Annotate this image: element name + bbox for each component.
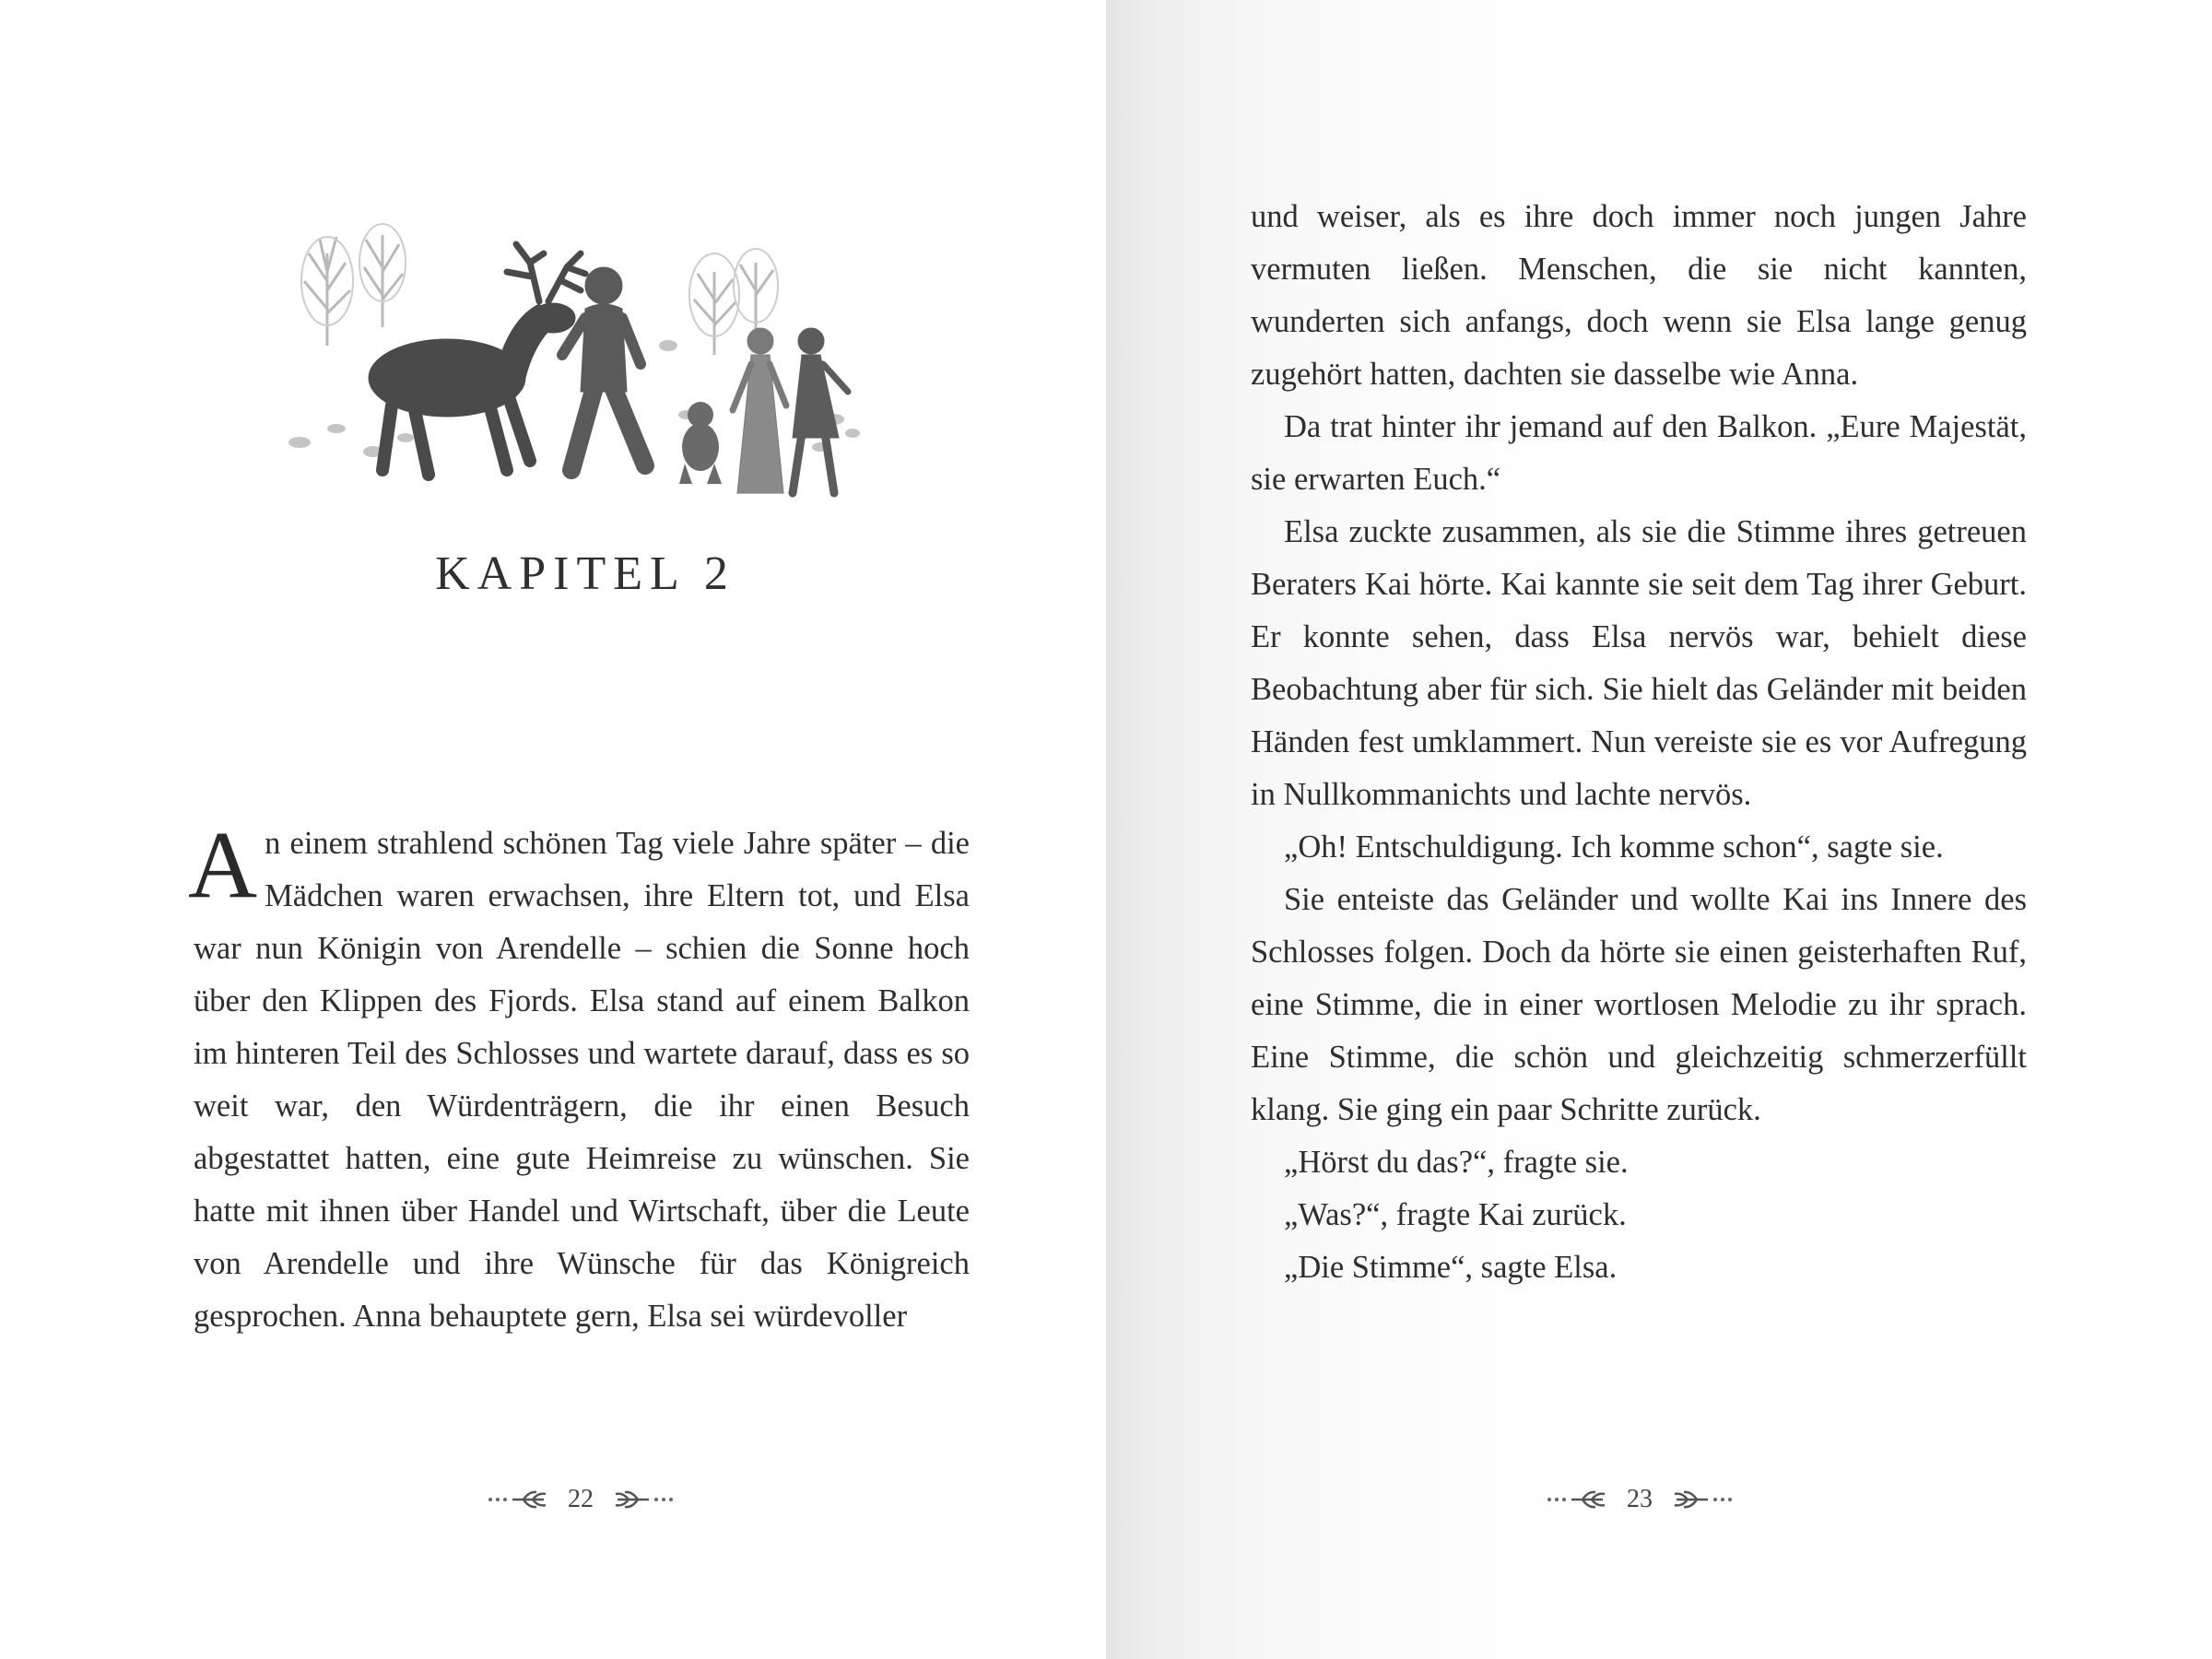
leaf-ornament-icon: [487, 1488, 551, 1511]
leaf-ornament-icon: [610, 1488, 675, 1511]
paragraph: und weiser, als es ihre doch immer noch jungen Jahre vermuten ließen. Menschen, die sie nicht kannten, wunderten sich anfangs, doch wenn sie Elsa lange genug zugehört hatten, dachten sie dasselbe wie Anna.: [1251, 199, 2027, 392]
paragraph: „Was?“, fragte Kai zurück.: [1284, 1197, 1627, 1232]
paragraph: „Oh! Entschuldigung. Ich komme schon“, sagte sie.: [1284, 830, 1944, 865]
page-number-right: [1520, 1481, 1759, 1518]
opening-paragraph: [188, 812, 970, 1343]
page-number: 23: [1627, 1485, 1653, 1513]
opening-paragraph-text: n einem strahlend schönen Tag viele Jahre später – die Mädchen waren erwachsen, ihre Eltern tot, und Elsa war nun Königin von Arendelle – schien die Sonne hoch über den Klippen des Fjords. Elsa stand auf einem Balkon im hinteren Teil des Schlosses und wartete darauf, dass es so weit war, den Würdenträgern, die ihr einen Besuch abgestattet hatten, eine gute Heimreise zu wünschen. Sie hatte mit ihnen über Handel und Wirtschaft, über die Leute von Arendelle und ihre Wünsche für das Königreich gesprochen. Anna behauptete gern, Elsa sei würdevoller: [194, 826, 970, 1334]
leaf-ornament-icon: [1546, 1488, 1610, 1511]
paragraph: „Die Stimme“, sagte Elsa.: [1284, 1250, 1618, 1285]
left-page-text: [188, 812, 970, 1343]
paragraph: Sie enteiste das Geländer und wollte Kai ins Innere des Schlosses folgen. Doch da hörte sie einen geisterhaften Ruf, eine Stimme, die in einer wortlosen Melodie zu ihr sprach. Eine Stimme, die schön und gleichzeitig schmerzerfüllt klang. Sie ging ein paar Schritte zurück.: [1251, 882, 2027, 1127]
right-page-text: [1251, 191, 2027, 1294]
paragraph: Da trat hinter ihr jemand auf den Balkon. „Eure Majestät, sie erwarten Euch.“: [1251, 409, 2027, 497]
page-number: 22: [568, 1485, 594, 1513]
right-page: [1106, 0, 2212, 1659]
leaf-ornament-icon: [1669, 1488, 1734, 1511]
paragraph: Elsa zuckte zusammen, als sie die Stimme ihres getreuen Beraters Kai hörte. Kai kannte sie seit dem Tag ihrer Geburt. Er konnte sehen, dass Elsa nervös war, behielt diese Beobachtung aber für sich. Sie hielt das Geländer mit beiden Händen fest umklammert. Nun vereiste sie es vor Aufregung in Nullkommanichts und lachte nervös.: [1251, 514, 2027, 812]
paragraph: „Hörst du das?“, fragte sie.: [1284, 1145, 1629, 1180]
silhouette-illustration: [281, 217, 871, 498]
drop-cap: A: [188, 812, 258, 918]
page-number-left: [461, 1481, 700, 1518]
chapter-title: KAPITEL 2: [435, 547, 735, 600]
